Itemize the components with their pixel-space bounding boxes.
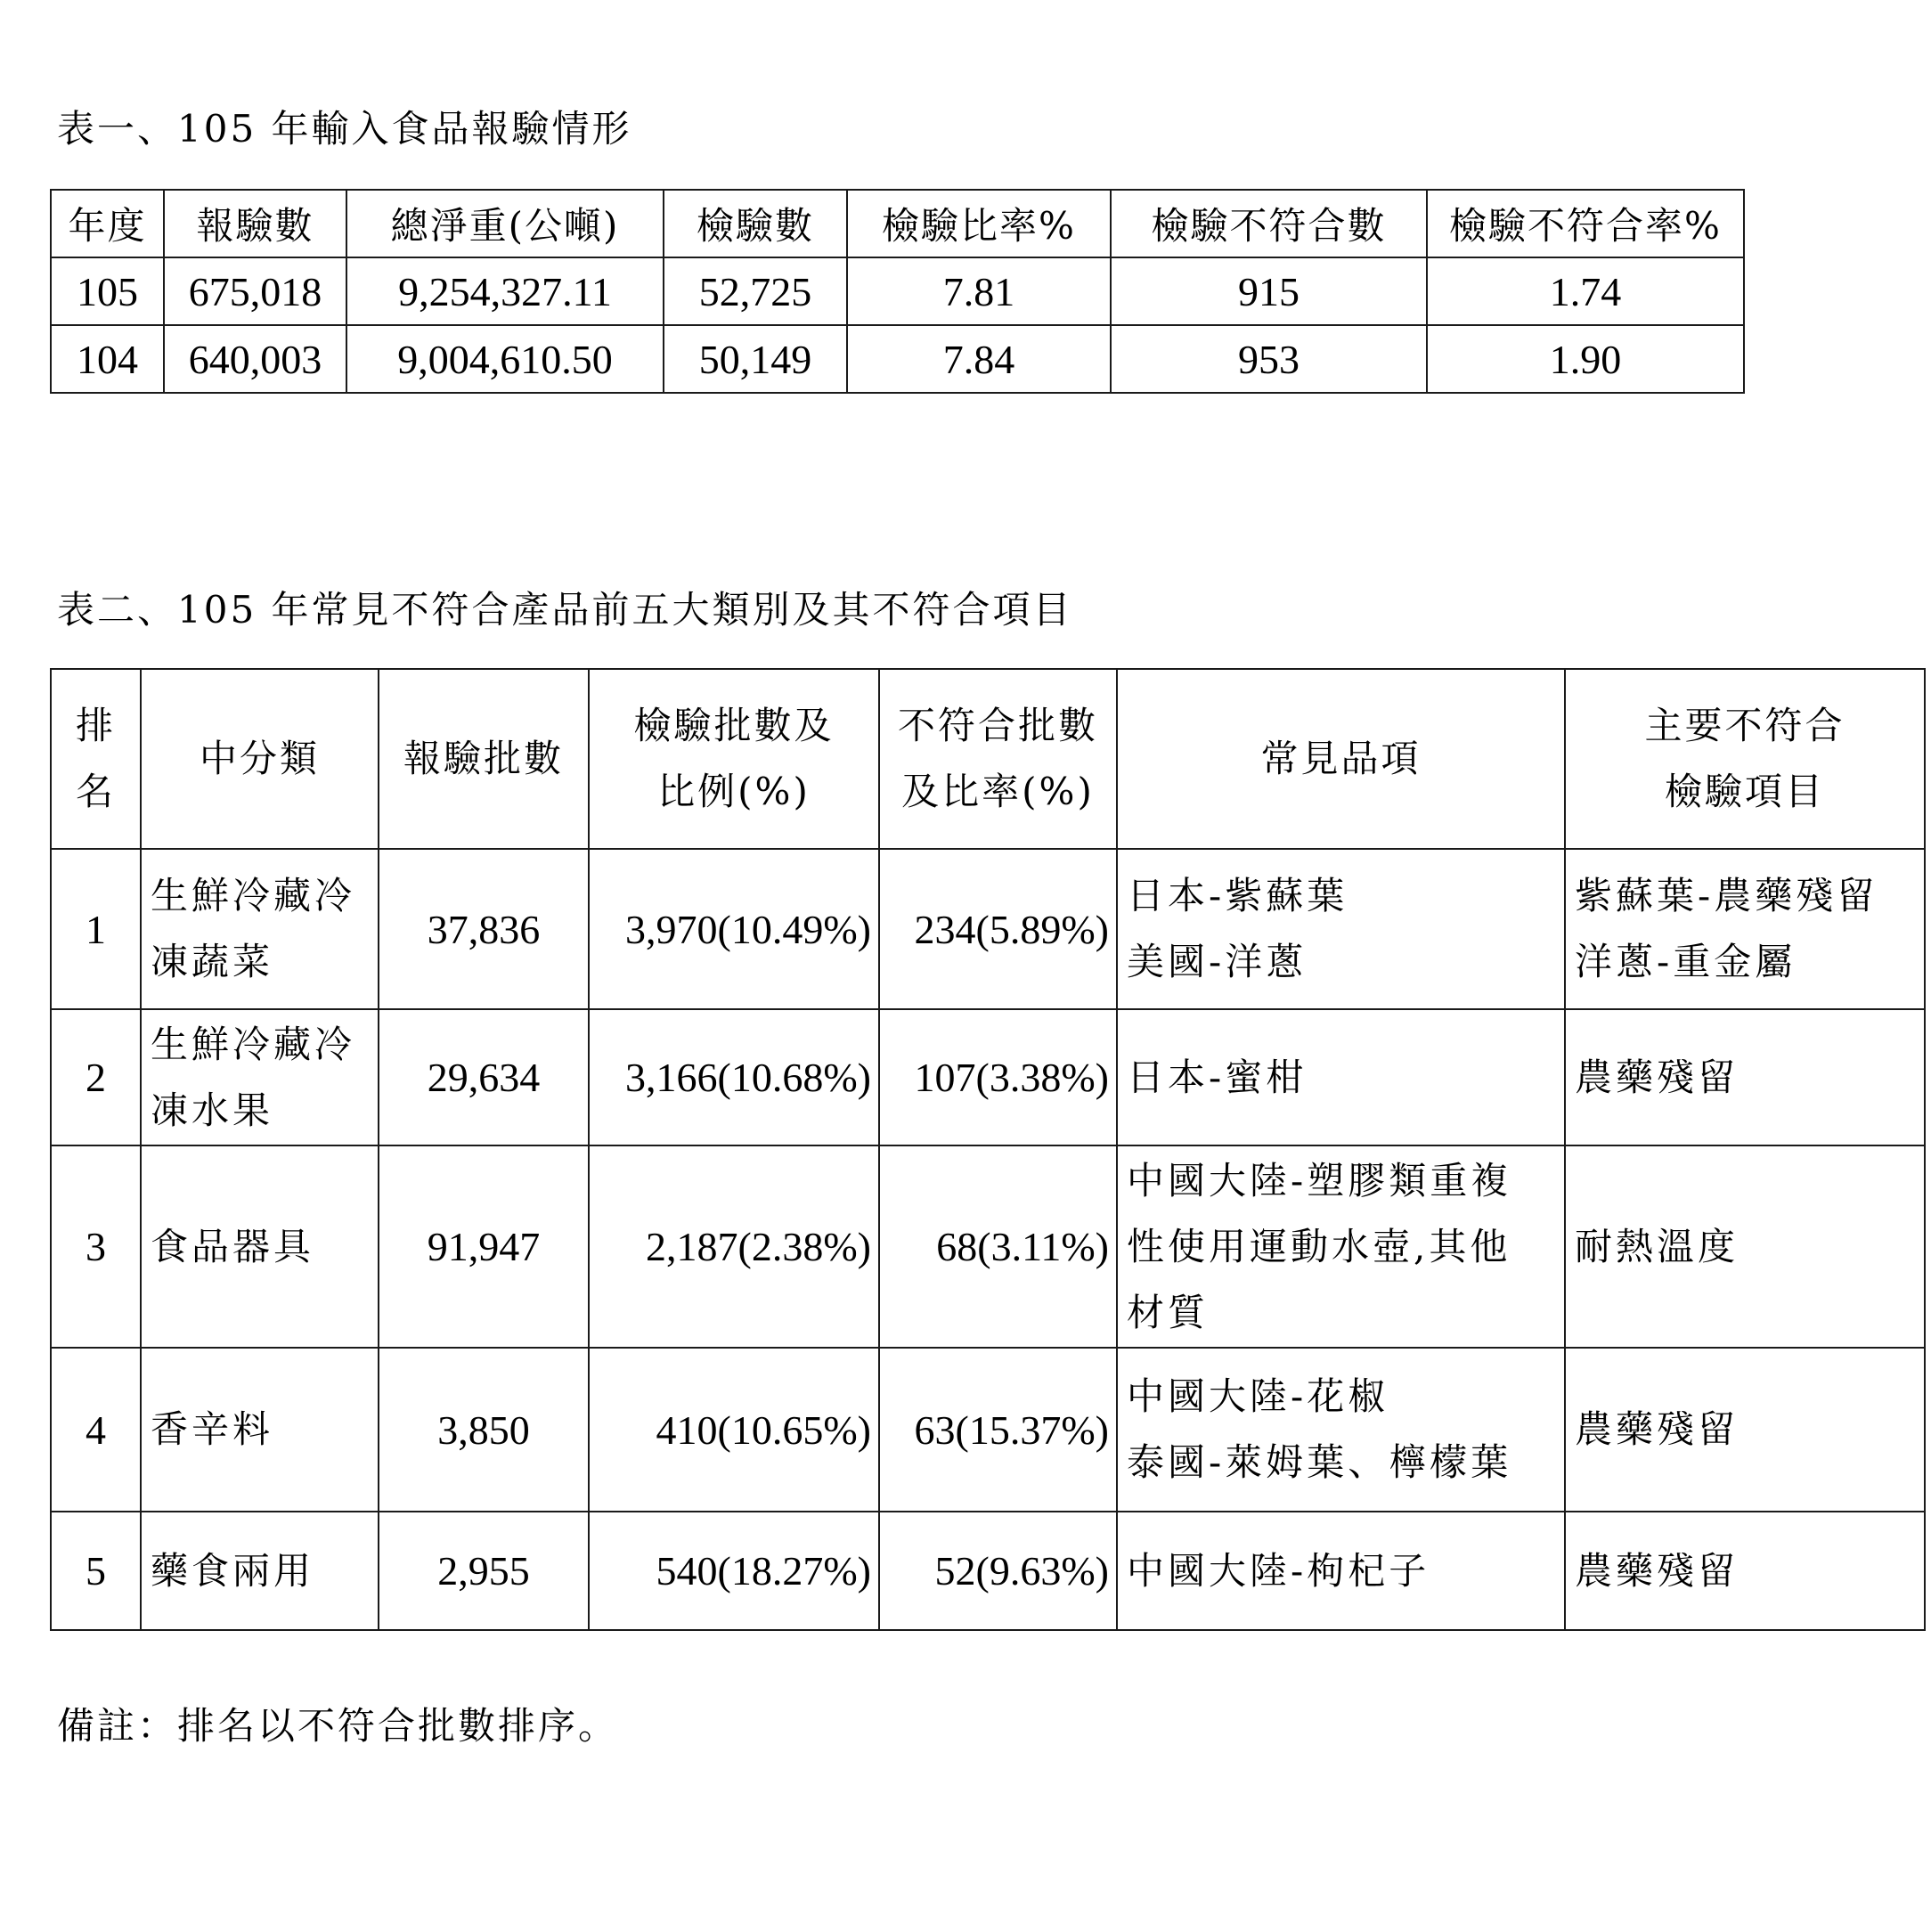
top-noncompliant-categories-table: [50, 668, 1926, 1631]
header-inspection-rate: 檢驗比率%: [847, 190, 1111, 257]
cell-declared-batches: 3,850: [379, 1348, 589, 1512]
cell-noncompliant-count: 953: [1111, 325, 1427, 393]
cell-rank: 4: [51, 1348, 141, 1512]
table2-header-row: [51, 669, 1925, 849]
table2-caption: 表二、105 年常見不符合產品前五大類別及其不符合項目: [57, 588, 1073, 632]
footnote: 備註：排名以不符合批數排序。: [57, 1704, 619, 1748]
cell-inspections: 50,149: [664, 325, 847, 393]
table-row: [51, 1512, 1925, 1630]
cell-declarations: 675,018: [164, 257, 346, 325]
cell-main-inspection-items: 紫蘇葉-農藥殘留 洋蔥-重金屬: [1565, 849, 1925, 1009]
cell-common-items: 中國大陸-枸杞子: [1117, 1512, 1565, 1630]
cell-declarations: 640,003: [164, 325, 346, 393]
table-row: [51, 849, 1925, 1009]
cell-net-weight: 9,254,327.11: [346, 257, 664, 325]
header-year: 年度: [51, 190, 164, 257]
header-main-inspection-items: 主要不符合 檢驗項目: [1565, 669, 1925, 849]
cell-declared-batches: 37,836: [379, 849, 589, 1009]
cell-category: 香辛料: [141, 1348, 379, 1512]
cell-rank: 1: [51, 849, 141, 1009]
header-common-items: 常見品項: [1117, 669, 1565, 849]
cell-inspection-rate: 7.81: [847, 257, 1111, 325]
header-noncompliant-count: 檢驗不符合數: [1111, 190, 1427, 257]
import-inspection-table: [50, 189, 1745, 394]
cell-noncompliant-batches: 63(15.37%): [879, 1348, 1117, 1512]
table-row: [51, 1145, 1925, 1348]
cell-inspection-rate: 7.84: [847, 325, 1111, 393]
table-row: [51, 257, 1744, 325]
cell-inspections: 52,725: [664, 257, 847, 325]
table-row: [51, 1348, 1925, 1512]
cell-noncompliant-rate: 1.90: [1427, 325, 1744, 393]
header-declarations: 報驗數: [164, 190, 346, 257]
cell-main-inspection-items: 農藥殘留: [1565, 1512, 1925, 1630]
cell-noncompliant-batches: 107(3.38%): [879, 1009, 1117, 1145]
cell-common-items: 中國大陸-花椒 泰國-萊姆葉、檸檬葉: [1117, 1348, 1565, 1512]
table1-caption: 表一、105 年輸入食品報驗情形: [57, 107, 632, 151]
cell-noncompliant-count: 915: [1111, 257, 1427, 325]
cell-category: 藥食兩用: [141, 1512, 379, 1630]
cell-category: 生鮮冷藏冷 凍水果: [141, 1009, 379, 1145]
cell-noncompliant-batches: 52(9.63%): [879, 1512, 1117, 1630]
cell-inspected-batches: 3,166(10.68%): [589, 1009, 879, 1145]
cell-rank: 2: [51, 1009, 141, 1145]
cell-declared-batches: 29,634: [379, 1009, 589, 1145]
cell-noncompliant-rate: 1.74: [1427, 257, 1744, 325]
header-noncompliant-batches: 不符合批數 及比率(%): [879, 669, 1117, 849]
cell-noncompliant-batches: 68(3.11%): [879, 1145, 1117, 1348]
cell-inspected-batches: 3,970(10.49%): [589, 849, 879, 1009]
table1-header-row: [51, 190, 1744, 257]
header-category: 中分類: [141, 669, 379, 849]
cell-category: 食品器具: [141, 1145, 379, 1348]
cell-noncompliant-batches: 234(5.89%): [879, 849, 1117, 1009]
cell-inspected-batches: 540(18.27%): [589, 1512, 879, 1630]
cell-year: 104: [51, 325, 164, 393]
header-declared-batches: 報驗批數: [379, 669, 589, 849]
header-noncompliant-rate: 檢驗不符合率%: [1427, 190, 1744, 257]
cell-inspected-batches: 2,187(2.38%): [589, 1145, 879, 1348]
cell-year: 105: [51, 257, 164, 325]
header-inspections: 檢驗數: [664, 190, 847, 257]
table-row: [51, 1009, 1925, 1145]
cell-net-weight: 9,004,610.50: [346, 325, 664, 393]
table-row: [51, 325, 1744, 393]
cell-main-inspection-items: 農藥殘留: [1565, 1348, 1925, 1512]
cell-rank: 3: [51, 1145, 141, 1348]
cell-main-inspection-items: 耐熱溫度: [1565, 1145, 1925, 1348]
header-inspected-batches: 檢驗批數及 比例(%): [589, 669, 879, 849]
cell-main-inspection-items: 農藥殘留: [1565, 1009, 1925, 1145]
header-rank: 排 名: [51, 669, 141, 849]
cell-category: 生鮮冷藏冷 凍蔬菜: [141, 849, 379, 1009]
cell-inspected-batches: 410(10.65%): [589, 1348, 879, 1512]
cell-declared-batches: 2,955: [379, 1512, 589, 1630]
cell-declared-batches: 91,947: [379, 1145, 589, 1348]
cell-common-items: 日本-紫蘇葉 美國-洋蔥: [1117, 849, 1565, 1009]
cell-rank: 5: [51, 1512, 141, 1630]
header-net-weight: 總淨重(公噸): [346, 190, 664, 257]
cell-common-items: 日本-蜜柑: [1117, 1009, 1565, 1145]
cell-common-items: 中國大陸-塑膠類重複 性使用運動水壺,其他 材質: [1117, 1145, 1565, 1348]
